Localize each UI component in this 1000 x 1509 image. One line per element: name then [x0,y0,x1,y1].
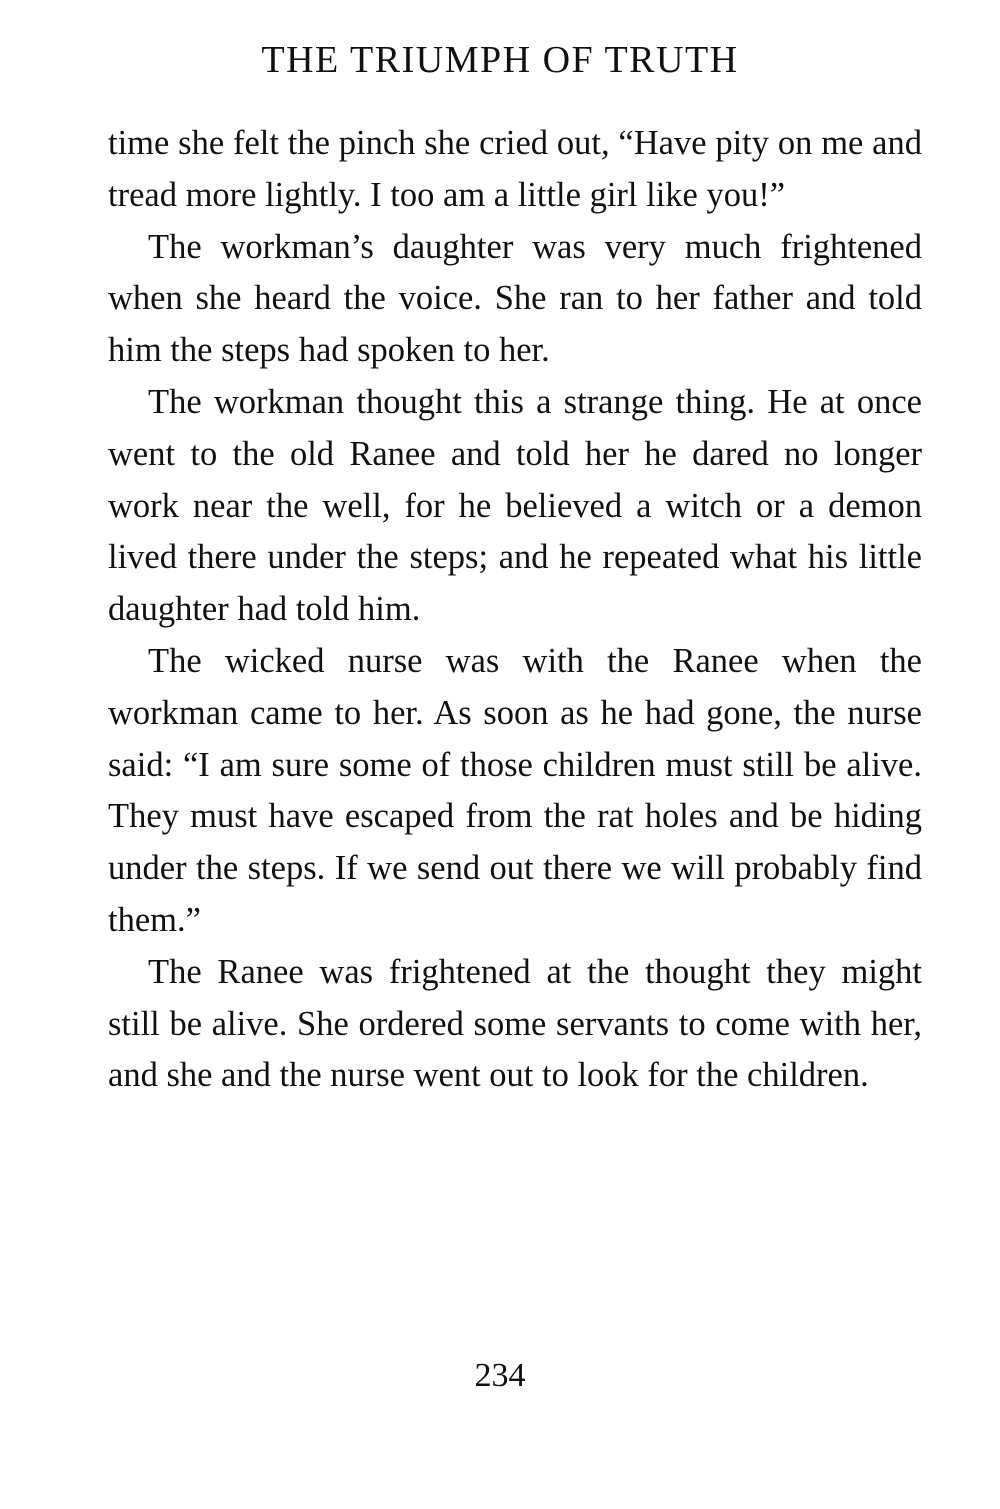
body-text [108,118,922,1102]
page-number: 234 [474,1357,526,1394]
paragraph-3: The workman thought this a strange thing. He at once went to the old Ranee and told her he dared no longer work near the well, for he believed a witch or a demon lived there under the steps; and he repeated what his little daughter had told him. [108,382,922,629]
paragraph-4: The wicked nurse was with the Ranee when the workman came to her. As soon as he had gone, the nurse said: “I am sure some of those children must still be alive. They must have escaped from the rat holes and be hiding under the steps. If we send out there we will probably find them.” [108,641,922,939]
running-head: THE TRIUMPH OF TRUTH [261,39,739,81]
paragraph-2: The workman’s daughter was very much frightened when she heard the voice. She ran to her father and told him the steps had spoken to her. [108,227,922,370]
paragraph-5: The Ranee was frightened at the thought they might still be alive. She ordered some servants to come with her, and she and the nurse went out to look for the children. [108,952,922,1095]
paragraph-1: time she felt the pinch she cried out, “Have pity on me and tread more lightly. I too am a little girl like you!” [108,124,922,214]
